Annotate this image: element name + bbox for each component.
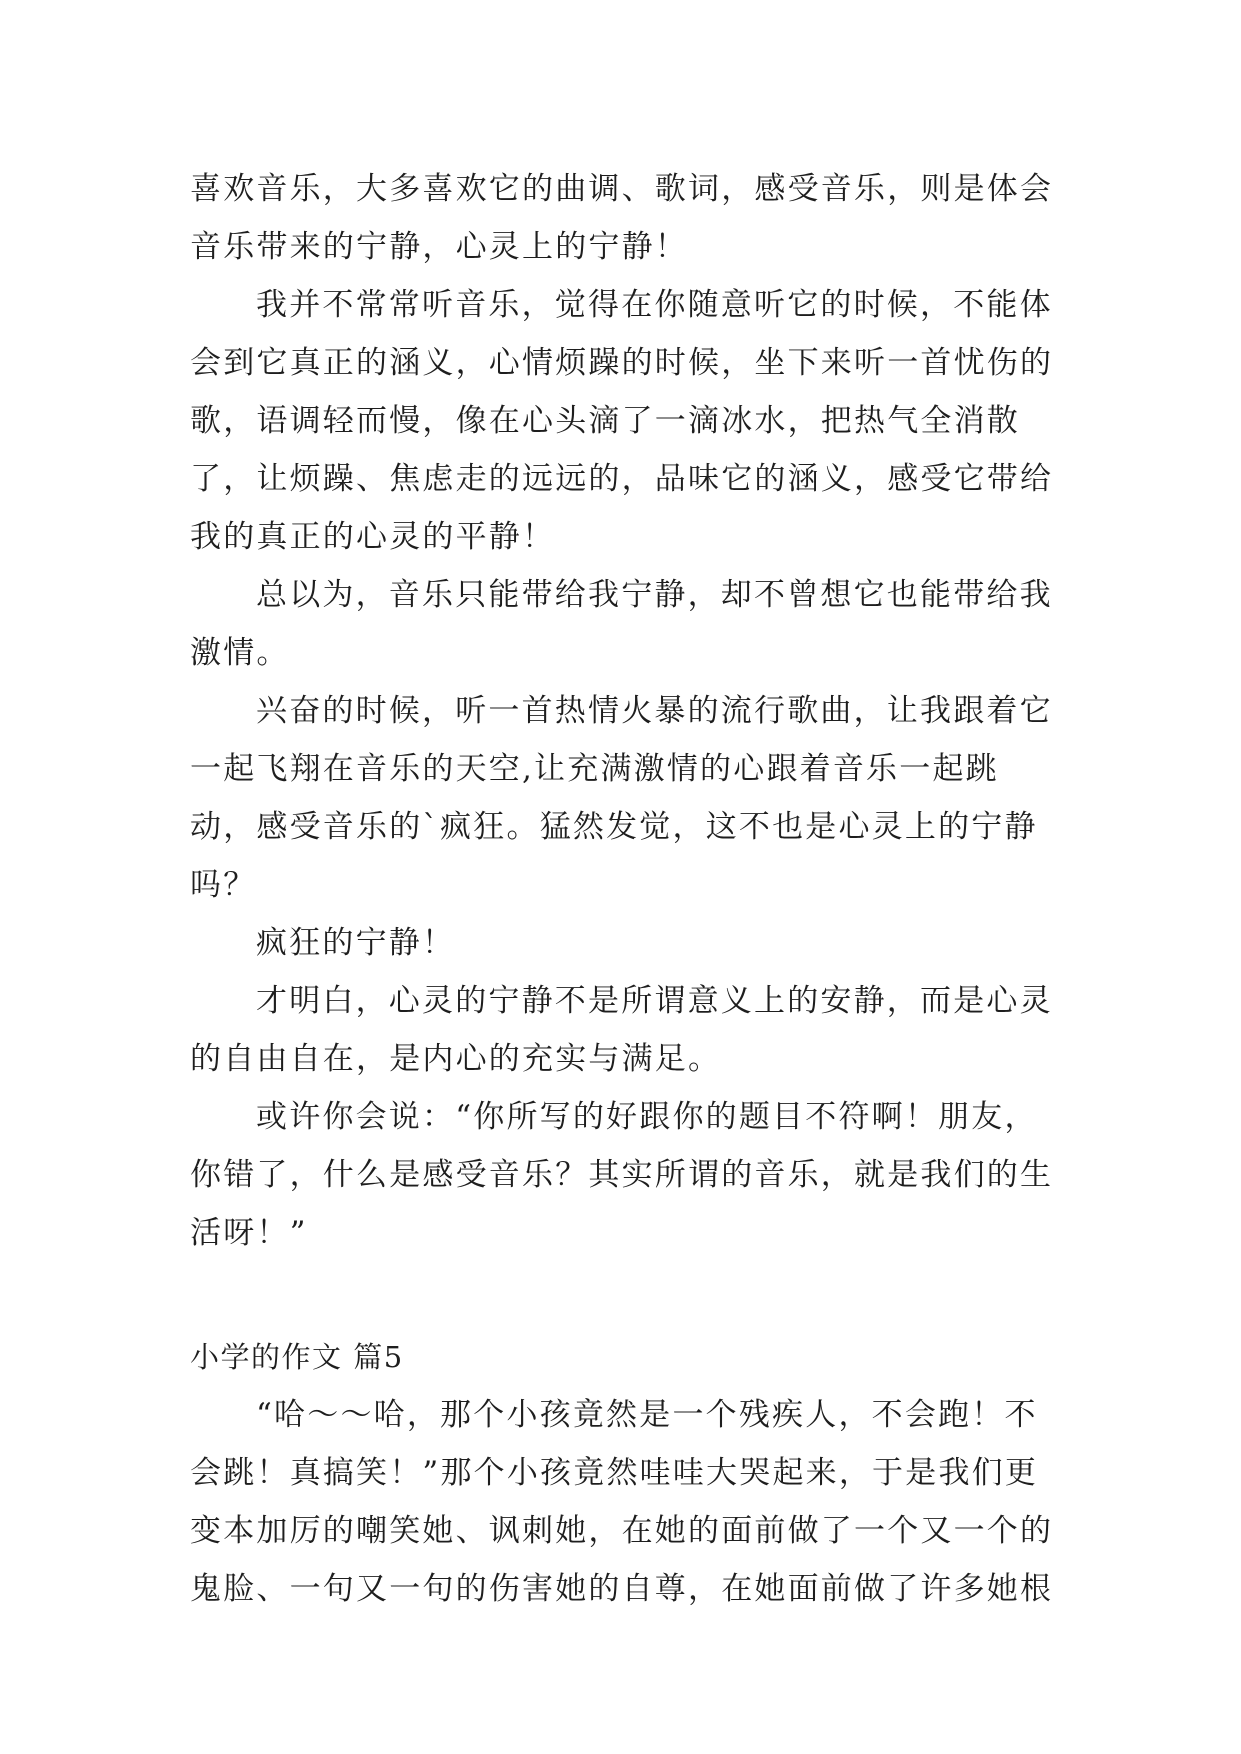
section-title: 小学的作文 篇5 — [190, 1340, 404, 1374]
paragraph: 兴奋的时候，听一首热情火暴的流行歌曲，让我跟着它一起飞翔在音乐的天空,让充满激情的心跟着音乐一起跳动，感受音乐的`疯狂。猛然发觉，这不也是心灵上的宁静吗？ — [190, 693, 1053, 903]
paragraph: 才明白，心灵的宁静不是所谓意义上的安静，而是心灵的自由自在，是内心的充实与满足。 — [190, 983, 1053, 1077]
paragraph: “哈～～哈，那个小孩竟然是一个残疾人，不会跑！不会跳！真搞笑！”那个小孩竟然哇哇大哭起来，于是我们更变本加厉的嘲笑她、讽刺她，在她的面前做了一个又一个的鬼脸、一句又一句的伤害她的自尊，在她面前做了许多她根 — [190, 1397, 1054, 1607]
document-page — [190, 160, 1060, 1618]
paragraph: 我并不常常听音乐，觉得在你随意听它的时候，不能体会到它真正的涵义，心情烦躁的时候，坐下来听一首忧伤的歌，语调轻而慢，像在心头滴了一滴冰水，把热气全消散了，让烦躁、焦虑走的远远的，品味它的涵义，感受它带给我的真正的心灵的平静！ — [190, 287, 1054, 555]
paragraph: 或许你会说：“你所写的好跟你的题目不符啊！朋友，你错了，什么是感受音乐？其实所谓的音乐，就是我们的生活呀！” — [190, 1099, 1054, 1251]
paragraph: 喜欢音乐，大多喜欢它的曲调、歌词，感受音乐，则是体会音乐带来的宁静，心灵上的宁静！ — [190, 171, 1054, 265]
paragraph: 疯狂的宁静！ — [256, 925, 456, 961]
paragraph: 总以为，音乐只能带给我宁静，却不曾想它也能带给我激情。 — [190, 577, 1053, 671]
